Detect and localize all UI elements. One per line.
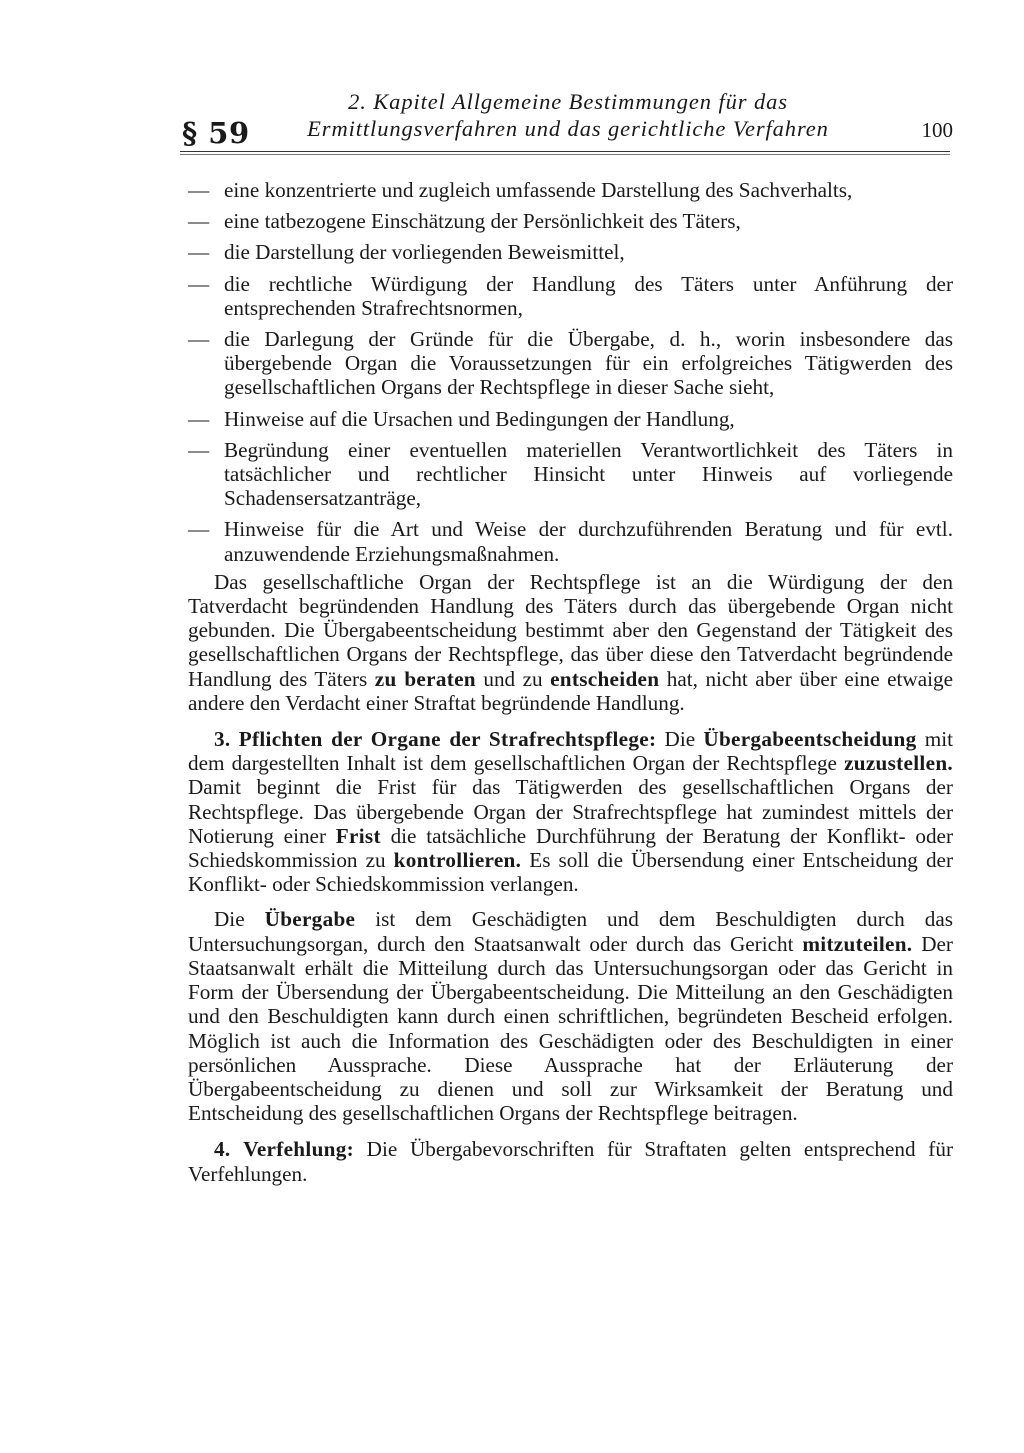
text-run: Die bbox=[656, 727, 704, 752]
section-heading: Pflichten der Organe der Strafrechtspflege: bbox=[238, 727, 657, 752]
list-item-text: die Darlegung der Gründe für die Übergabe, d. h., worin insbesondere das übergebende Organ die Voraussetzungen für ein erfolgreiches Tätigwerden des gesellschaftlichen Organs der Rechtspflege in dieser Sache sieht, bbox=[224, 327, 953, 400]
page-header bbox=[180, 86, 955, 156]
text-run: mit dem dargestellten Inhalt ist dem gesellschaftlichen Organ der Rechtspflege bbox=[188, 727, 953, 776]
dash-marker: — bbox=[188, 271, 210, 296]
section-heading: Verfehlung: bbox=[243, 1137, 354, 1162]
text-run: die tatsächliche Durchführung der Beratung der Konflikt- oder Schiedskommission zu bbox=[188, 823, 953, 873]
dash-marker: — bbox=[188, 517, 210, 542]
chapter-title-line-2: Ermittlungsverfahren und das gerichtliche Verfahren bbox=[307, 116, 829, 141]
list-item bbox=[188, 327, 953, 400]
bold-text: zu beraten bbox=[374, 666, 476, 691]
list-item bbox=[188, 240, 953, 264]
body-text bbox=[188, 178, 953, 1186]
list-item bbox=[188, 407, 953, 431]
bold-text: kontrollieren. bbox=[393, 848, 522, 873]
bold-text: zuzustellen. bbox=[844, 751, 953, 776]
text-run: Damit beginnt die Frist für das Tätigwerden des gesellschaftlichen Organs der Rechtspflege. Das übergebende Organ der Strafrechtspflege hat zumindest mittels der Notierung einer bbox=[188, 775, 953, 848]
bold-text: mitzuteilen. bbox=[802, 931, 913, 956]
dash-marker: — bbox=[188, 178, 210, 202]
list-item bbox=[188, 209, 953, 233]
list-item-text: eine tatbezogene Einschätzung der Persönlichkeit des Täters, bbox=[224, 209, 741, 234]
list-item-text: eine konzentrierte und zugleich umfassende Darstellung des Sachverhalts, bbox=[224, 178, 853, 202]
list-item bbox=[188, 438, 953, 511]
list-item-text: Hinweise auf die Ursachen und Bedingungen der Handlung, bbox=[224, 406, 735, 431]
text-run: Das gesellschaftliche Organ der Rechtspflege ist an die Würdigung der den Tatverdacht begründenden Handlung des Täters durch das übergebende Organ nicht gebunden. Die Übergabeentscheidung bestimmt aber den Gegenstand der Tätigkeit des gesellschaftlichen Organs der Rechtspflege, das über diese den Tatverdacht begründende Handlung des Täters bbox=[188, 569, 953, 691]
section-number: 3. bbox=[214, 727, 231, 752]
bold-text: Übergabe bbox=[264, 907, 356, 932]
paragraph-duties bbox=[188, 727, 953, 896]
bold-text: Frist bbox=[335, 823, 381, 848]
chapter-title bbox=[288, 88, 848, 142]
page-number: 100 bbox=[921, 118, 953, 142]
list-item-text: Hinweise für die Art und Weise der durchzuführenden Beratung und für evtl. anzuwendende Erziehungsmaßnahmen. bbox=[224, 517, 953, 566]
list-item-text: Begründung einer eventuellen materiellen Verantwortlichkeit des Täters in tatsächlicher und rechtlicher Hinsicht unter Hinweis auf vorliegende Schadensersatzanträge, bbox=[224, 437, 953, 511]
text-run: ist dem Geschädigten und dem Beschuldigten durch das Untersuchungsorgan, durch den Staatsanwalt oder durch das Gericht bbox=[188, 907, 953, 956]
dash-marker: — bbox=[188, 406, 210, 431]
header-rule-second bbox=[180, 154, 950, 155]
paragraph-binding-effect bbox=[188, 570, 953, 715]
paragraph-misconduct bbox=[188, 1137, 953, 1185]
text-run: hat, nicht aber über eine etwaige andere den Verdacht einer Straftat begründende Handlung. bbox=[188, 666, 953, 715]
list-item-text: die Darstellung der vorliegenden Beweismittel, bbox=[224, 240, 625, 265]
bold-text: entscheiden bbox=[550, 666, 660, 691]
paragraph-notification bbox=[188, 907, 953, 1125]
chapter-title-line-1: 2. Kapitel Allgemeine Bestimmungen für das bbox=[348, 89, 788, 114]
dash-marker: — bbox=[188, 209, 210, 234]
list-item bbox=[188, 178, 953, 202]
text-run: Die Übergabevorschriften für Straftaten gelten entsprechend für Verfehlungen. bbox=[188, 1137, 953, 1186]
list-item-text: die rechtliche Würdigung der Handlung des Täters unter Anführung der entsprechenden Strafrechtsnormen, bbox=[224, 271, 953, 320]
section-mark: § 59 bbox=[182, 116, 250, 150]
text-run: Es soll die Übersendung einer Entscheidung der Konflikt- oder Schiedskommission verlangen. bbox=[188, 848, 953, 897]
section-number: 4. bbox=[214, 1137, 231, 1162]
requirements-list bbox=[188, 178, 953, 566]
dash-marker: — bbox=[188, 240, 210, 265]
header-rule bbox=[180, 151, 950, 152]
dash-marker: — bbox=[188, 327, 210, 352]
text-run: Die bbox=[214, 907, 265, 932]
dash-marker: — bbox=[188, 437, 210, 462]
list-item bbox=[188, 517, 953, 565]
list-item bbox=[188, 272, 953, 320]
text-run: Der Staatsanwalt erhält die Mitteilung durch das Untersuchungsorgan oder das Gericht in Form der Übersendung der Übergabeentscheidung. Die Mitteilung an den Geschädigten und den Beschuldigten kann durch einen schriftlichen, begründeten Bescheid erfolgen. Möglich ist auch die Information des Geschädigten oder des Beschuldigten in einer persönlichen Aussprache. Diese Aussprache hat der Erläuterung der Übergabeentscheidung zu dienen und soll zur Wirksamkeit der Beratung und Entscheidung des gesellschaftlichen Organs der Rechtspflege beitragen. bbox=[188, 931, 953, 1126]
bold-text: Übergabeentscheidung bbox=[703, 727, 917, 752]
text-run: und zu bbox=[475, 666, 551, 691]
